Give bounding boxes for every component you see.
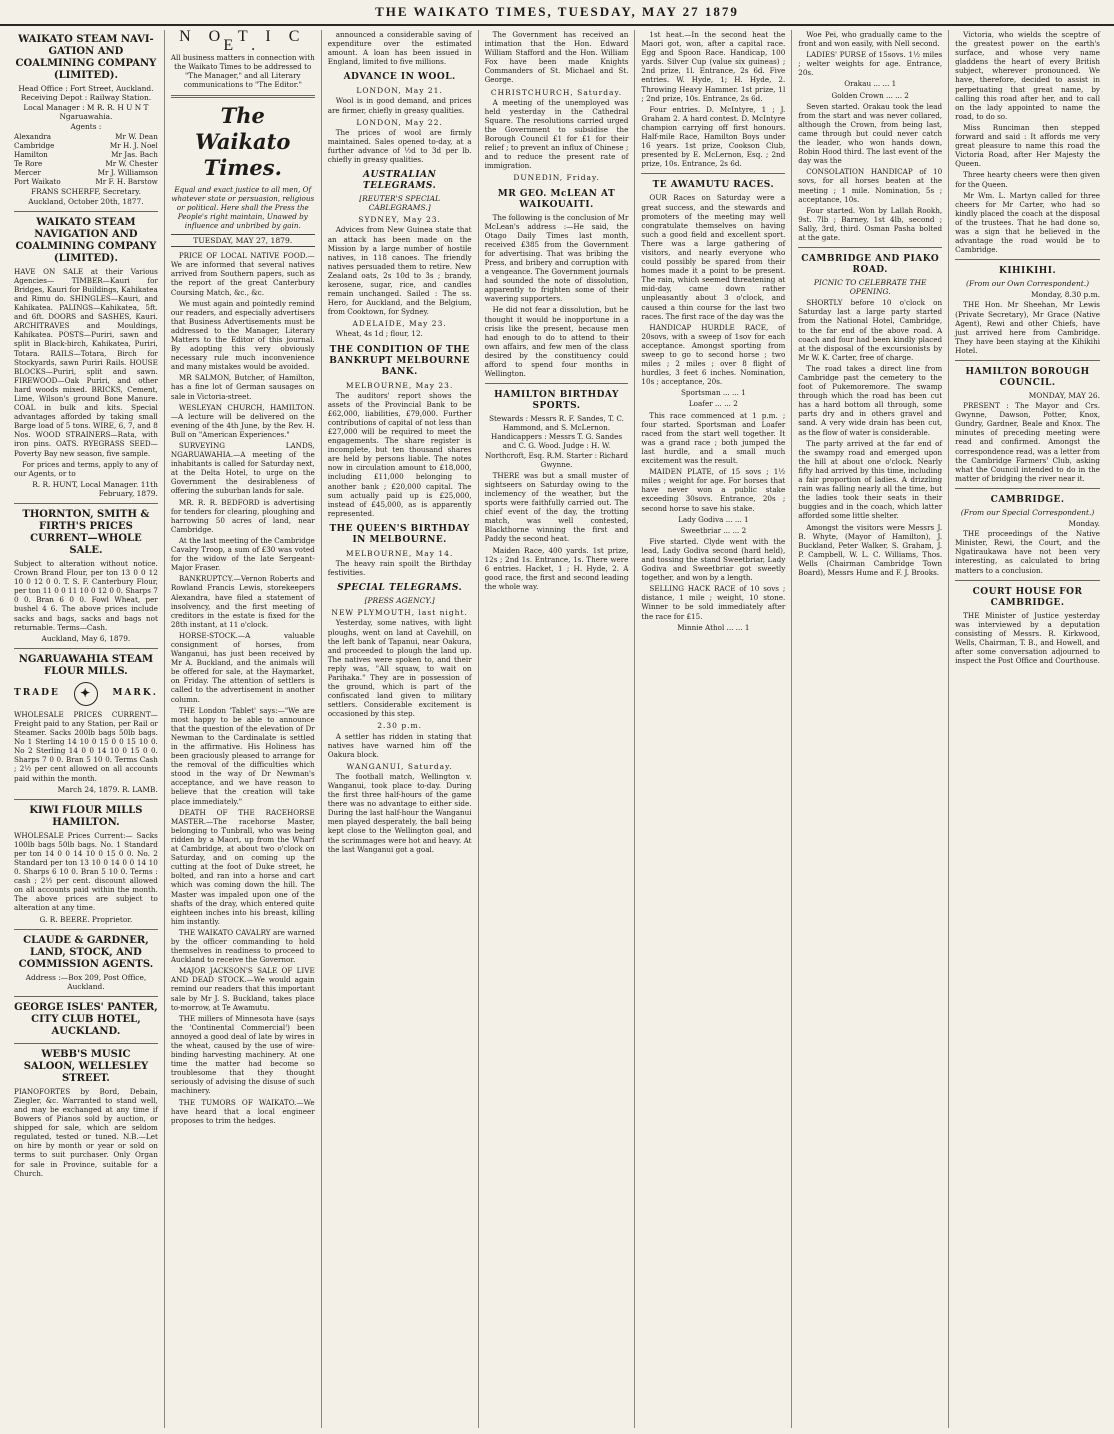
- ad-navigation-sale-title: WAIKATO STEAM NAVIGATION AND COALMINING COMPANY (LIMITED).: [15, 216, 157, 264]
- agent-row: Cambridge Mr H. J. Noel: [14, 141, 158, 151]
- trade-mark-emblem-icon: ✦: [74, 682, 98, 706]
- section-heading: CAMBRIDGE.: [990, 494, 1065, 505]
- article-paragraph: WESLEYAN CHURCH, HAMILTON.—A lecture will be delivered on the evening of the 4th June, by the Rev. H. Bull on "American Experiences.": [170, 402, 315, 439]
- issue-date: TUESDAY, MAY 27, 1879.: [171, 234, 315, 247]
- article-paragraph: We must again and pointedly remind our readers, and especially advertisers that Business Advertisements must be addressed to the Manager, Literary Matters to the Editor of this journal. By adopting this very obviously necessary rule much inconvenience and many mistakes would be avoided.: [170, 298, 315, 372]
- dateline: LONDON, May 21.: [356, 86, 443, 96]
- ad-navigation-sale-text: HAVE ON SALE at their Various Agencies— TIMBER—Kauri for Bridges, Kauri for Buildings, Kahikatea and Rimu do. SHINGLES—Kauri, and Kahikatea. PALINGS—Kahikatea, 5ft. and 6ft. DOORS and SASHES, Kauri. ARCHITRAVES and Mouldings, Kahikatea. POSTS—Puriri, sawn and split in Black-birch, Kahikatea, Puriri, Totara. RAILS—Totara, Birch for Stockyards, sawn Puriri Rails. HOUSE BLOCKS—Puriri, split and sawn. FIREWOOD—Oak Puriri, and other hard woods mixed. BRICKS, Cement, Lime, Wilson's ground Bone Manure. COAL in bulk and kits. Special advantages afforded by taking small Barge load of 5 tons. WIRE, 6, 7, and 8 Nos. WOOD STRAINERS—Rata, with iron pins. OATS. RYEGRASS SEED—Poverty Bay new season, five sample.: [14, 266, 158, 458]
- dateline: NEW PLYMOUTH, last night.: [331, 608, 468, 618]
- race-result: Minnie Athol ... ... 1: [677, 622, 750, 632]
- section-heading: KIHIKIHI.: [999, 266, 1057, 277]
- article-paragraph: The football match, Wellington v. Wanganui, took place to-day. During the first three half-hours of the game there was no advantage to either side. During the last half-hour the Wanganui men played desperately, the ball being kept close to the Wellington goal, and the scrimmages were hot and heavy. At the last Wanganui got a goal.: [327, 771, 472, 854]
- column-1: [8, 30, 165, 1428]
- article-paragraph: MAIDEN PLATE, of 15 sovs ; 1½ miles ; weight for age. For horses that have never won a public stake exceeding 30sovs. Entrance, 20s ; second horse to save his stake.: [641, 467, 786, 513]
- article-paragraph: THE proceedings of the Native Minister, Rewi, the Court, and the Ngatiraukawa have not been very interesting, as calculated to bring matters to a conclusion.: [955, 529, 1100, 575]
- agent-row: Hamilton Mr Jas. Bach: [14, 150, 158, 160]
- article-paragraph: SELLING HACK RACE of 10 sovs ; distance, 1 mile ; weight, 10 stone. Winner to be sold immediately after the race for £15.: [641, 584, 786, 621]
- article-paragraph: SURVEYING LANDS, NGARUAWAHIA.—A meeting of the inhabitants is called for Saturday next, at the Delta Hotel, to urge on the Government the desirableness of offering the suburban lands for sale.: [170, 441, 315, 496]
- ad-claude-gardner-title: CLAUDE & GARDNER, LAND, STOCK, AND COMMISSION AGENTS.: [18, 934, 154, 970]
- article-paragraph: THE Minister of Justice yesterday was interviewed by a deputation consisting of Messrs. R. Kirkwood, Wells, Chairman, T. B., and Howell, and after some conversation adjourned to inspect the Post Office and Courthouse.: [955, 610, 1100, 666]
- article-paragraph: Amongst the visitors were Messrs J. B. Whyte, (Mayor of Hamilton), J. Buckland, Peter Walker, S. Graham, J. P. Campbell, W. L. C. Williams, Thos. Wells (Chairman Cambridge Town Board), Messrs Hume and F. J. Brooks.: [798, 522, 943, 577]
- ad-flour-mills-text: WHOLESALE PRICES CURRENT—Freight paid to any Station, per Rail or Steamer. Sacks 200lb bags 50lb bags. No 1 Sterling 14 10 0 15 0 0 15 10 0. No 2 Sterling 14 0 0 14 10 0 15 0 0. Sharps 7 0 0. Bran 5 10 0. Terms Cash ; 2½ per cent allowed on all accounts paid within the month.: [14, 709, 158, 783]
- ad-navigation-sale-sign: R. R. HUNT, Local Manager. 11th February, 1879.: [32, 479, 158, 498]
- section-subheading: [REUTER'S SPECIAL CABLEGRAMS.]: [359, 194, 441, 213]
- article-paragraph: Victoria, who wields the sceptre of the greatest power on the earth's surface, and whose very name gladdens the heart of every British subject, wherever pronounced. We have, therefore, decided to assist in perpetuating that great name, by calling this road after her, and to call on the lady appointed to name the road, to do so.: [955, 30, 1100, 121]
- section-heading: HAMILTON BIRTHDAY SPORTS.: [494, 390, 619, 412]
- article-paragraph: DEATH OF THE RACEHORSE MASTER.—The racehorse Master, belonging to Tunbrall, who was being ridden by a Maori, up from the Wharf at Cambridge, at about two o'clock on Saturday, and on coming up the cutting at the foot of Duke street, he bolted, and ran into a horse and cart which was coming down the hill. The Master was impaled upon one of the shafts of the dray, which entered quite eighteen inches into his breast, killing him instantly.: [170, 807, 315, 926]
- article-paragraph: Mr Wm. L. Martyn called for three cheers for Mr Carter, who had so kindly placed the coach at the disposal of the trustees. That he had done so, was a sign that he believed in the advantage the road would be to Cambridge.: [955, 190, 1100, 255]
- race-result: Orakau ... ... 1: [844, 79, 897, 89]
- article-paragraph: Three hearty cheers were then given for the Queen.: [955, 170, 1100, 189]
- dateline: Monday, 8.30 p.m.: [1030, 290, 1100, 300]
- column-7: [949, 30, 1106, 1428]
- article-paragraph: A settler has ridden in stating that natives have warned him off the Oakura block.: [327, 731, 472, 759]
- section-heading: MR GEO. McLEAN AT WAIKOUAITI.: [497, 188, 616, 210]
- ad-kiwi-title: KIWI FLOUR MILLS HAMILTON.: [29, 804, 143, 828]
- section-subheading: (From our Special Correspondent.): [960, 507, 1095, 517]
- article-paragraph: Seven started. Orakau took the lead from the start and was never collared, although the Crown, from being last, came through but could never catch the leader, who won hands down, Robin Hood third. The last event of the day was the: [798, 101, 943, 166]
- article-paragraph: CONSOLATION HANDICAP of 10 sovs, for all horses beaten at the meeting ; 1 mile. Nomination, 5s ; acceptance, 10s.: [798, 167, 943, 204]
- article-paragraph: The Government has received an intimation that the Hon. Edward William Stafford and the Hon. William Fox have been made Knights Commanders of St. Michael and St. George.: [484, 30, 629, 85]
- article-paragraph: HORSE-STOCK.—A valuable consignment of horses, from Wanganui, has just been received by Mr A. Buckland, and the animals will be offered for sale, at the Haymarket, on Friday. The attention of settlers is called to the advertisement in another column.: [170, 630, 315, 704]
- article-paragraph: OUR Races on Saturday were a great success, and the stewards and promoters of the meeting may well congratulate themselves on having such a good field and excellent sport. There was a large gathering of visitors, and nearly everyone who could possibly be spared from their homes made it a point to be present. The rain, which seemed threatening at mid-day, came down rather unpleasantly about 3 o'clock, and caused a thin course for the last two races. The first race of the day was the: [641, 193, 786, 321]
- column-4: [479, 30, 636, 1428]
- article-paragraph: PRICE OF LOCAL NATIVE FOOD.—We are informed that several natives arrived from Southern papers, such as the report of the great Canterbury Coursing Match, &c., &c.: [170, 251, 315, 297]
- ad-thornton-title: THORNTON, SMITH & FIRTH'S PRICES CURRENT—WHOLE SALE.: [22, 509, 150, 556]
- ad-kiwi-text: WHOLESALE Prices Current:— Sacks 100lb bags 50lb bags. No. 1 Standard per ton 14 0 0 14 10 0 15 0 0. No. 2 Standard per ton 13 10 0 14 0 0 14 10 0. Sharps 6 10 0. Bran 5 10 0. Terms : cash ; 2½ per cent. discount allowed on all accounts paid within the month. The above prices are subject to alteration at any time.: [14, 830, 158, 913]
- article-paragraph: Advices from New Guinea state that an attack has been made on the Mission by a large number of hostile natives, in 118 canoes. The friendly natives persuaded them to retire. New Zealand oats, 2s 10d to 3s ; brandy, kerosene, sugar, rice, and candles remain unchanged. Sailed : The ss. Hero, for Auckland, and the Belgium, from Cooktown, for Sydney.: [327, 225, 472, 317]
- ad-navigation-sale-terms: For prices and terms, apply to any of our Agents, or to: [14, 459, 158, 478]
- article-paragraph: Wool is in good demand, and prices are firmer, chiefly in greasy qualities.: [327, 96, 472, 115]
- notice-text: All business matters in connection with the Waikato Times to be addressed to "The Manager," and all Literary communications to "The Editor.": [170, 53, 315, 90]
- paper-motto: Equal and exact justice to all men, Of whatever state or persuasion, religious or political. Here shall the Press the People's right maintain, Unawed by influence and unbribed by gain.: [171, 184, 315, 230]
- article-paragraph: LADIES' PURSE of 15sovs. 1½ miles ; welter weights for age. Entrance, 20s.: [798, 50, 943, 78]
- article-paragraph: MAJOR JACKSON'S SALE OF LIVE AND DEAD STOCK.—We would again remind our readers that this important sale by Mr J. S. Buckland, takes place to-morrow, at Te Awamutu.: [170, 966, 315, 1012]
- article-paragraph: A meeting of the unemployed was held yesterday in the Cathedral Square. The resolutions carried urged the Government to subsidise the Borough Council £1 for £1 for their relief ; to prevent an influx of Chinese ; and to reduce the present rate of immigration.: [484, 97, 629, 171]
- mark-label: MARK.: [112, 688, 158, 699]
- ad-thornton-text: Subject to alteration without notice. Crown Brand Flour, per ton 13 0 0 12 10 0 12 0 0. T. S. F. Canterbury Flour, per ton 11 0 0 11 10 0 12 0 0. Sharps 7 0 0. Bran 6 0 0. Fowl Wheat, per bushel 4 6. The above prices include sacks and bags, sacks and bags not returnable. Terms—Cash.: [14, 559, 158, 632]
- paper-title: The Waikato Times.: [195, 102, 291, 180]
- article-paragraph: He did not fear a dissolution, but he thought it would be inopportune in a crisis like the present, because men had enough to do to attend to their own affairs, and few men of the class desired by the constituency could afford to spend four months in Wellington.: [484, 305, 629, 379]
- dateline: MELBOURNE, May 23.: [345, 380, 454, 390]
- article-paragraph: The party arrived at the far end of the swampy road and emerged upon the hill at about one o'clock. Nearly fifty had arrived by this time, including a fair proportion of ladies. A drizzling rain was falling nearly all the time, but the ladies took their seats in their buggies and in the coach, which latter afforded some little shelter.: [798, 438, 943, 521]
- article-paragraph: THE millers of Minnesota have (says the 'Continental Commercial') been annoyed a good deal of late by wires in the wheat, caused by the use of wire-binding harvesting machinery. At one time the matter had become so troublesome that they thought seriously of advising the disuse of such machinery.: [170, 1013, 315, 1096]
- agent-row: Te Rore Mr W. Chester: [14, 159, 158, 169]
- dateline: Monday.: [1068, 519, 1100, 529]
- column-5: [635, 30, 792, 1428]
- ad-webb-text: PIANOFORTES by Bord, Debain, Ziegler, &c. Warranted to stand well, and may be exchanged at any time if Bowers of Pianos sold by auction, or shipped for sale, which are seldom regulated, tested or tuned. N.B.—Let on hire by month or year or sold on terms to suit purchaser. Only Organ for sale in Province, suitable for a Church.: [14, 1086, 158, 1178]
- section-heading: ADVANCE IN WOOL.: [343, 72, 456, 83]
- article-paragraph: The heavy rain spoilt the Birthday festivities.: [327, 559, 472, 578]
- columns: [8, 30, 1106, 1428]
- article-paragraph: THE TUMORS OF WAIKATO.—We have heard that a local engineer proposes to trim the hedges.: [170, 1097, 315, 1125]
- article-paragraph: The road takes a direct line from Cambridge past the cemetery to the foot of Pukemoremore. The swamp through which the road has been cut has a hard bottom all through, some parts dry and in others gravel and sand. A very wide drain has been cut, as the flow of water is considerable.: [798, 363, 943, 437]
- article-paragraph: THE WAIKATO CAVALRY are warned by the officer commanding to hold themselves in readiness to proceed to Auckland to receive the Governor.: [170, 927, 315, 965]
- article-paragraph: THERE was but a small muster of sightseers on Saturday owing to the inclemency of the weather, but the sports were faithfully carried out. The chief event of the day, the trotting match, was well contested, Blackthorne winning the first and Paddy the second heat.: [484, 470, 629, 544]
- article-paragraph: HANDICAP HURDLE RACE, of 20sovs, with a sweep of 1sov for each acceptance. Amongst sporting from sweep to go to second horse ; two miles ; 2 miles ; over 8 flight of hurdles, 3 feet 6 inches. Nomination, 10s ; acceptance, 20s.: [641, 322, 786, 387]
- dateline: WANGANUI, Saturday.: [346, 761, 453, 771]
- article-paragraph: THE Hon. Mr Sheehan, Mr Lewis (Private Secretary), Mr Grace (Native Agent), Rewi and other Chiefs, have just arrived here from Cambridge. They have been staying at the Kihikihi Hotel.: [955, 300, 1100, 355]
- masthead: [0, 0, 1114, 26]
- column-2: [165, 30, 322, 1428]
- section-subheading: PICNIC TO CELEBRATE THE OPENING.: [813, 278, 927, 297]
- section-subheading: [PRESS AGENCY.]: [364, 596, 435, 606]
- ad-flour-mills-title: NGARUAWAHIA STEAM FLOUR MILLS.: [18, 653, 154, 677]
- article-paragraph: SHORTLY before 10 o'clock on Saturday last a large party started from the National Hotel, Cambridge, to the far end of the above road. A coach and four had been kindly placed at the disposal of the excursionists by Mr W. K. Carter, free of charge.: [798, 298, 943, 362]
- section-heading: HAMILTON BOROUGH COUNCIL.: [965, 367, 1090, 388]
- trade-mark-row: [14, 682, 158, 706]
- article-paragraph: The following is the conclusion of Mr McLean's address :—He said, the Otago Daily Times last month, received £385 from the Government for advertising. That was bribing the Press, and bribery and corruption with a vengeance. The Government journals had sounded the note of dissolution, apparently to frighten some of their wavering supporters.: [484, 212, 629, 304]
- dateline: MELBOURNE, May 14.: [345, 548, 454, 558]
- article-paragraph: Wheat, 4s 1d ; flour, 12.: [335, 329, 423, 339]
- article-paragraph: The prices of wool are firmly maintained. Sales opened to-day, at a further advance of ½d to 3d per lb. chiefly in greasy qualities.: [327, 127, 472, 165]
- article-paragraph: Yesterday, some natives, with light ploughs, went on land at Cavehill, on the left bank of Tapanui, near Oakura, and proceeded to plough the land up. The natives were spoken to, and their reply was, "All squaw, to wait on Parihaka." They are in possession of the ground, which is part of the confiscated land given to military settlers. Considerable excitement is occasioned by this step.: [327, 618, 472, 719]
- article-paragraph: 1st heat.—In the second heat the Maori got, won, after a capital race. Egg and Spoon Race. Handicap, 100 yards. Silver Cup (value six guineas) ; 2nd prize, 1l. Entrance, 2s 6d. Five entries. W. Hyde, 1; H. Hyde, 2. Throwing Heavy Hammer. 1st prize, 1l ; 2nd prize, 10s. Entrance, 2s 6d.: [641, 30, 786, 103]
- notice-title: N O T I C E .: [179, 30, 307, 55]
- dateline: SYDNEY, May 23.: [358, 215, 441, 225]
- ad-claude-gardner-text: Address :—Box 209, Post Office, Auckland.: [25, 972, 147, 991]
- ad-agents-label: Agents :: [70, 122, 102, 132]
- ad-steam-navigation-title: WAIKATO STEAM NAVI-GATION AND COALMINING COMPANY (LIMITED).: [15, 34, 157, 81]
- agent-row: Port Waikato Mr F. H. Barstow: [14, 177, 158, 187]
- article-paragraph: THE London 'Tablet' says:—"We are most happy to be able to announce that the question of the elevation of Dr Newman to the Cardinalate is settled in the affirmative. His Holiness has been graciously pleased to arrange for the removal of the difficulties which stood in the way of Dr Newman's acceptance, and we have reason to believe that the creation will take place immediately.": [170, 705, 315, 806]
- masthead-title: THE WAIKATO TIMES, TUESDAY, MAY 27 1879: [375, 4, 739, 19]
- race-result: Golden Crown ... ... 2: [831, 90, 909, 100]
- article-paragraph: This race commenced at 1 p.m. ; four started. Sportsman and Loafer raced from the start well together. It was a grand race ; both jumped the last hurdle, and a small much excitement was the result.: [641, 410, 786, 466]
- column-3: [322, 30, 479, 1428]
- section-heading: COURT HOUSE FOR CAMBRIDGE.: [972, 586, 1083, 608]
- section-heading: SPECIAL TELEGRAMS.: [337, 583, 463, 594]
- article-paragraph: Woe Pei, who gradually came to the front and won easily, with Nell second.: [798, 30, 943, 49]
- ad-thornton-sign: Auckland, May 6, 1879.: [41, 633, 131, 643]
- article-paragraph: BANKRUPTCY.—Vernon Roberts and Rowland Francis Lewis, storekeepers Alexandra, have filed a statement of insolvency, and the first meeting of creditors in the estate is fixed for the 28th instant, at 11 o'clock.: [170, 574, 315, 629]
- article-paragraph: PRESENT : The Mayor and Crs. Gwynne, Dawson, Potter, Knox, Gundry, Gardner, Beale and Knox. The minutes of preceding meeting were read and confirmed. Amongst the correspondence read, was a letter from the Cambridge Farmers' Club, asking what the Council intended to do in the matter of bridging the river near it.: [955, 401, 1100, 483]
- race-result: Lady Godiva ... ... 1: [678, 514, 749, 524]
- article-paragraph: At the last meeting of the Cambridge Cavalry Troop, a sum of £30 was voted for the widow of the late Sergeant-Major Fraser.: [170, 535, 315, 573]
- section-heading: TE AWAMUTU RACES.: [652, 180, 775, 191]
- section-subheading: (From our Own Correspondent.): [966, 279, 1090, 289]
- article-paragraph: Four entries. D. McIntyre, 1 ; J. Graham 2. A hard contest. D. McIntyre champion carrying off first honours. Half-mile Race, Hamilton Boys under 16 years. 1st prize, Cookson Club, presented by E. McLernon, Esq. ; 2nd prize, 10s. Entrance, 2s 6d.: [641, 104, 786, 169]
- article-paragraph: The auditors' report shows the assets of the Provincial Bank to be £62,000, liabilities, £79,000. Further contributions of capital of not less than £27,000 will be required to meet the engagements. The share register is incomplete, but ten thousand shares are held by persons liable. The notes now in circulation amount to £18,000, including £11,000 belonging to another bank ; £20,000 capital. The sum actually paid up is £25,000, instead of £45,000, as is apparently represented.: [327, 390, 472, 518]
- agent-row: Alexandra Mr W. Dean: [14, 132, 158, 142]
- dateline: CHRISTCHURCH, Saturday.: [490, 87, 623, 97]
- ad-steam-navigation-office: Head Office : Fort Street, Auckland. Receiving Depot : Railway Station.: [18, 84, 154, 103]
- section-heading: AUSTRALIAN TELEGRAMS.: [363, 170, 437, 192]
- race-result: Sportsman ... ... 1: [680, 388, 746, 398]
- ad-kiwi-sign: G. R. BEERE. Proprietor.: [39, 914, 133, 924]
- section-heading: CAMBRIDGE AND PIAKO ROAD.: [801, 254, 940, 276]
- article-paragraph: Five started. Clyde went with the lead, Lady Godiva second (hard held), and tossing the stand Sweetbriar, Lady Godiva and Sweetbriar got sweetly together, and won by a length.: [641, 536, 786, 583]
- dateline: DUNEDIN, Friday.: [513, 173, 600, 183]
- agent-row: Mercer Mr J. Williamson: [14, 168, 158, 178]
- article-paragraph: Four started. Won by Lallah Rookh, 9st. 7lb ; Barney, 1st 4lb, second ; Sally, 3rd, third. Osman Pasha bolted at the gate.: [798, 205, 943, 242]
- column-6: [792, 30, 949, 1428]
- ad-city-club-title: GEORGE ISLES' PANTER, CITY CLUB HOTEL, AUCKLAND.: [14, 1001, 158, 1037]
- dateline: MONDAY, MAY 26.: [1028, 391, 1100, 400]
- article-paragraph: Stewards : Messrs R. F. Sandes, T. C. Hammond, and S. McLernon. Handicappers : Messrs T. G. Sandes and C. G. Wood. Judge : H. W. Northcroft, Esq. R.M. Starter : Richard Gwynne.: [484, 414, 628, 469]
- article-paragraph: Maiden Race, 400 yards. 1st prize, 12s ; 2nd 1s. Entrance, 1s. There were 6 entries. Hacket, 1 ; H. Hyde, 2. A good race, the first and second leading the whole way.: [484, 545, 629, 591]
- dateline: 2.30 p.m.: [377, 721, 423, 731]
- section-heading: THE QUEEN'S BIRTHDAY IN MELBOURNE.: [329, 523, 470, 545]
- dateline: LONDON, May 22.: [356, 117, 443, 127]
- ad-steam-navigation-sign: FRANS SCHERFF, Secretary. Auckland, October 20th, 1877.: [28, 187, 144, 206]
- race-result: Sweetbriar ... ... 2: [680, 525, 747, 535]
- article-paragraph: MR SALMON, Butcher, of Hamilton, has a fine lot of German sausages on sale in Victoria-street.: [170, 373, 315, 401]
- section-heading: THE CONDITION OF THE BANKRUPT MELBOURNE BANK.: [329, 344, 470, 377]
- ad-flour-mills-sign: March 24, 1879. R. LAMB.: [57, 784, 158, 794]
- article-paragraph: Miss Runciman then stepped forward and said : It affords me very great pleasure to name this road the Victoria Road, after Her Majesty the Queen.: [955, 122, 1100, 169]
- dateline: ADELAIDE, May 23.: [352, 319, 447, 329]
- ad-steam-navigation-manager: Local Manager : M R. R. H U N T Ngaruawahia.: [23, 103, 149, 122]
- race-result: Loafer ... ... 2: [688, 399, 738, 409]
- trade-label: TRADE: [14, 688, 60, 699]
- ad-webb-title: WEBB'S MUSIC SALOON, WELLESLEY STREET.: [23, 1048, 149, 1084]
- article-paragraph: MR. R. R. BEDFORD is advertising for tenders for clearing, ploughing and harrowing 50 acres of land, near Cambridge.: [170, 497, 315, 534]
- article-paragraph: announced a considerable saving of expenditure over the estimated amount. A loan has been issued in England, limited to five millions.: [327, 30, 472, 67]
